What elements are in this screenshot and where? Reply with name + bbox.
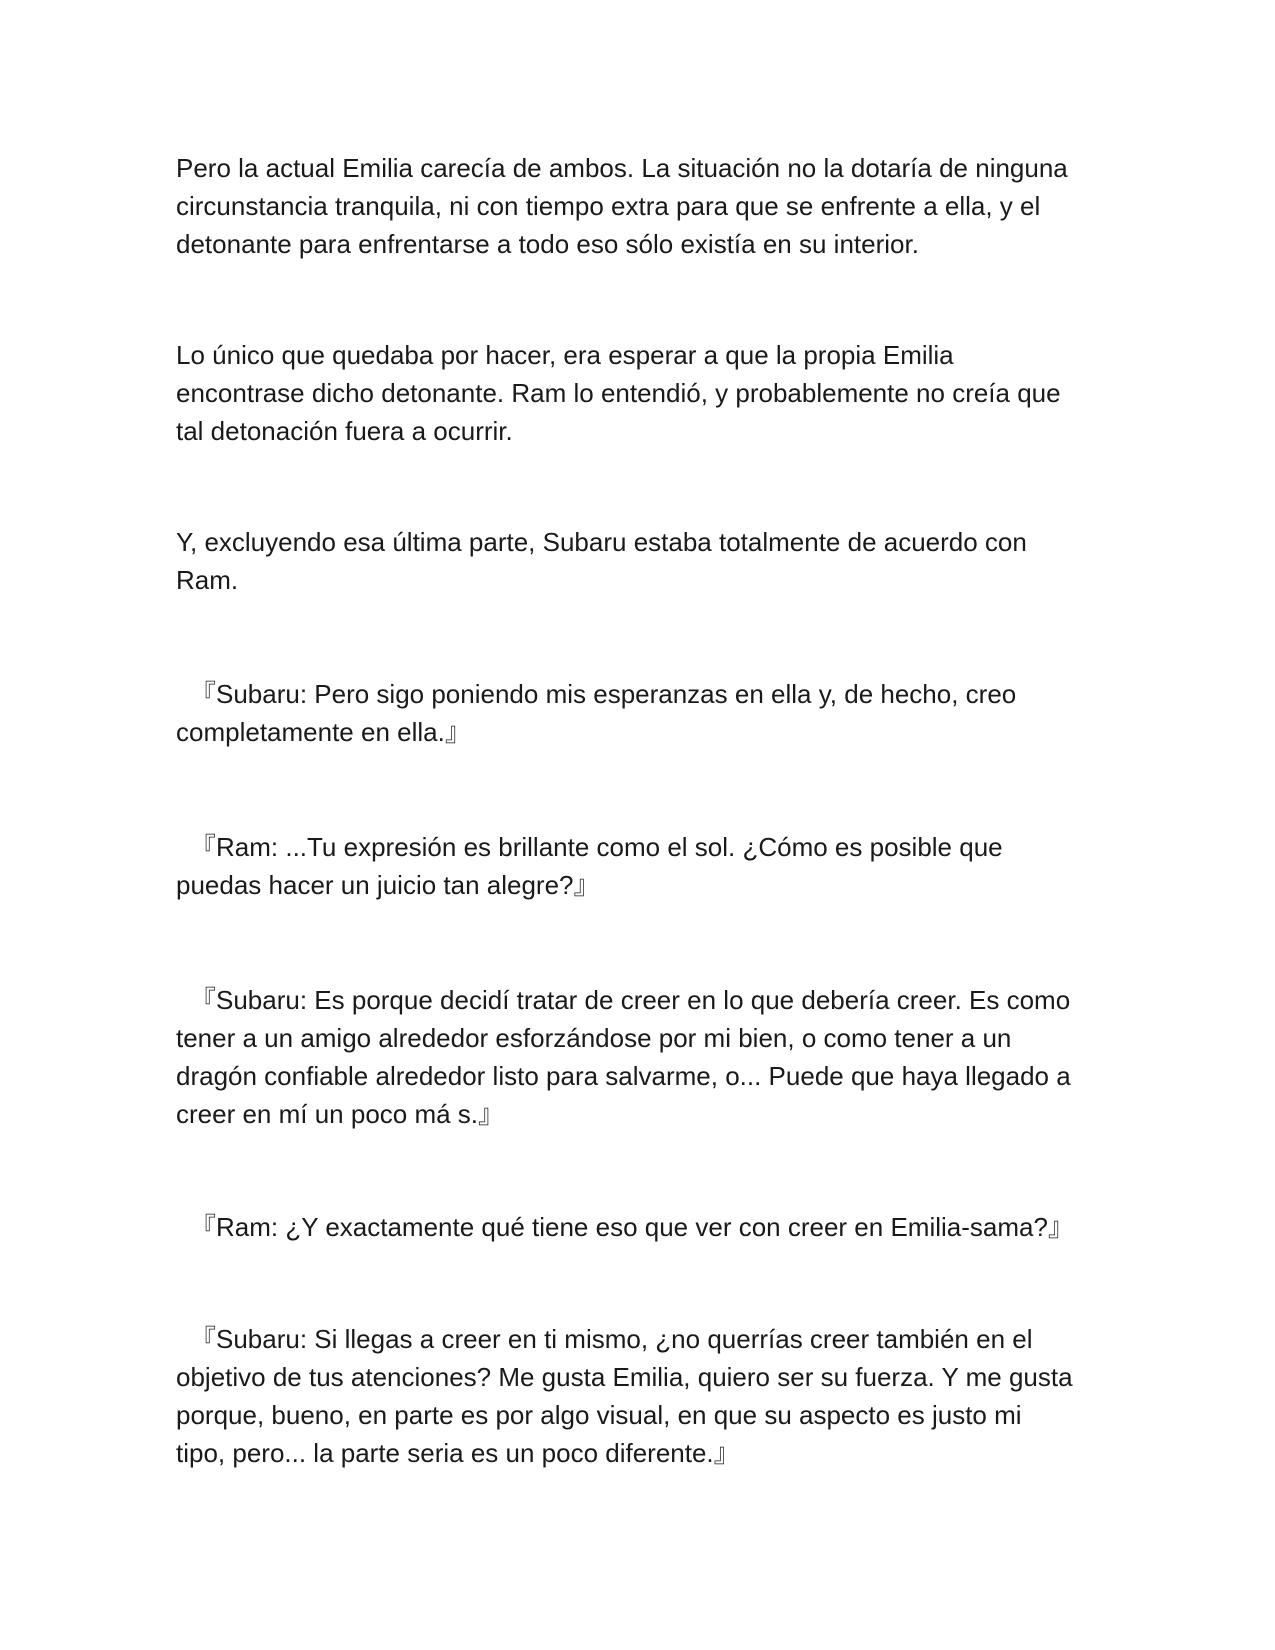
dialogue-paragraph-subaru bbox=[176, 675, 1106, 751]
text-line: 『Subaru: Es porque decidí tratar de creer en lo que debería creer. Es como bbox=[190, 985, 1071, 1015]
text-line: detonante para enfrentarse a todo eso sólo existía en su interior. bbox=[176, 229, 919, 259]
text-line: Lo único que quedaba por hacer, era esperar a que la propia Emilia bbox=[176, 340, 954, 370]
text-line: creer en mí un poco má s.』 bbox=[176, 1099, 505, 1129]
text-line: completamente en ella.』 bbox=[176, 717, 471, 747]
text-line: Ram. bbox=[176, 565, 239, 595]
dialogue-paragraph-ram bbox=[176, 828, 1106, 904]
text-line: tal detonación fuera a ocurrir. bbox=[176, 416, 513, 446]
text-line: tener a un amigo alrededor esforzándose por mi bien, o como tener a un bbox=[176, 1023, 1012, 1053]
text-line: porque, bueno, en parte es por algo visual, en que su aspecto es justo mi bbox=[176, 1400, 1022, 1430]
narration-paragraph bbox=[176, 149, 1106, 263]
text-line: objetivo de tus atenciones? Me gusta Emilia, quiero ser su fuerza. Y me gusta bbox=[176, 1362, 1073, 1392]
dialogue-paragraph-ram bbox=[176, 1208, 1106, 1246]
dialogue-paragraph-subaru bbox=[176, 1320, 1106, 1472]
text-line: 『Subaru: Pero sigo poniendo mis esperanzas en ella y, de hecho, creo bbox=[190, 679, 1017, 709]
text-line: 『Ram: ...Tu expresión es brillante como el sol. ¿Cómo es posible que bbox=[190, 832, 1003, 862]
narration-paragraph bbox=[176, 336, 1106, 450]
text-line: Pero la actual Emilia carecía de ambos. La situación no la dotaría de ninguna bbox=[176, 153, 1068, 183]
text-line: Y, excluyendo esa última parte, Subaru estaba totalmente de acuerdo con bbox=[176, 527, 1027, 557]
text-line: 『Ram: ¿Y exactamente qué tiene eso que ver con creer en Emilia-sama?』 bbox=[190, 1212, 1074, 1242]
text-line: circunstancia tranquila, ni con tiempo extra para que se enfrente a ella, y el bbox=[176, 191, 1041, 221]
text-line: tipo, pero... la parte seria es un poco diferente.』 bbox=[176, 1438, 740, 1468]
dialogue-paragraph-subaru bbox=[176, 981, 1106, 1133]
narration-paragraph bbox=[176, 523, 1106, 599]
text-line: 『Subaru: Si llegas a creer en ti mismo, ¿no querrías creer también en el bbox=[190, 1324, 1033, 1354]
text-line: dragón confiable alrededor listo para salvarme, o... Puede que haya llegado a bbox=[176, 1061, 1071, 1091]
text-line: encontrase dicho detonante. Ram lo entendió, y probablemente no creía que bbox=[176, 378, 1061, 408]
text-line: puedas hacer un juicio tan alegre?』 bbox=[176, 870, 600, 900]
